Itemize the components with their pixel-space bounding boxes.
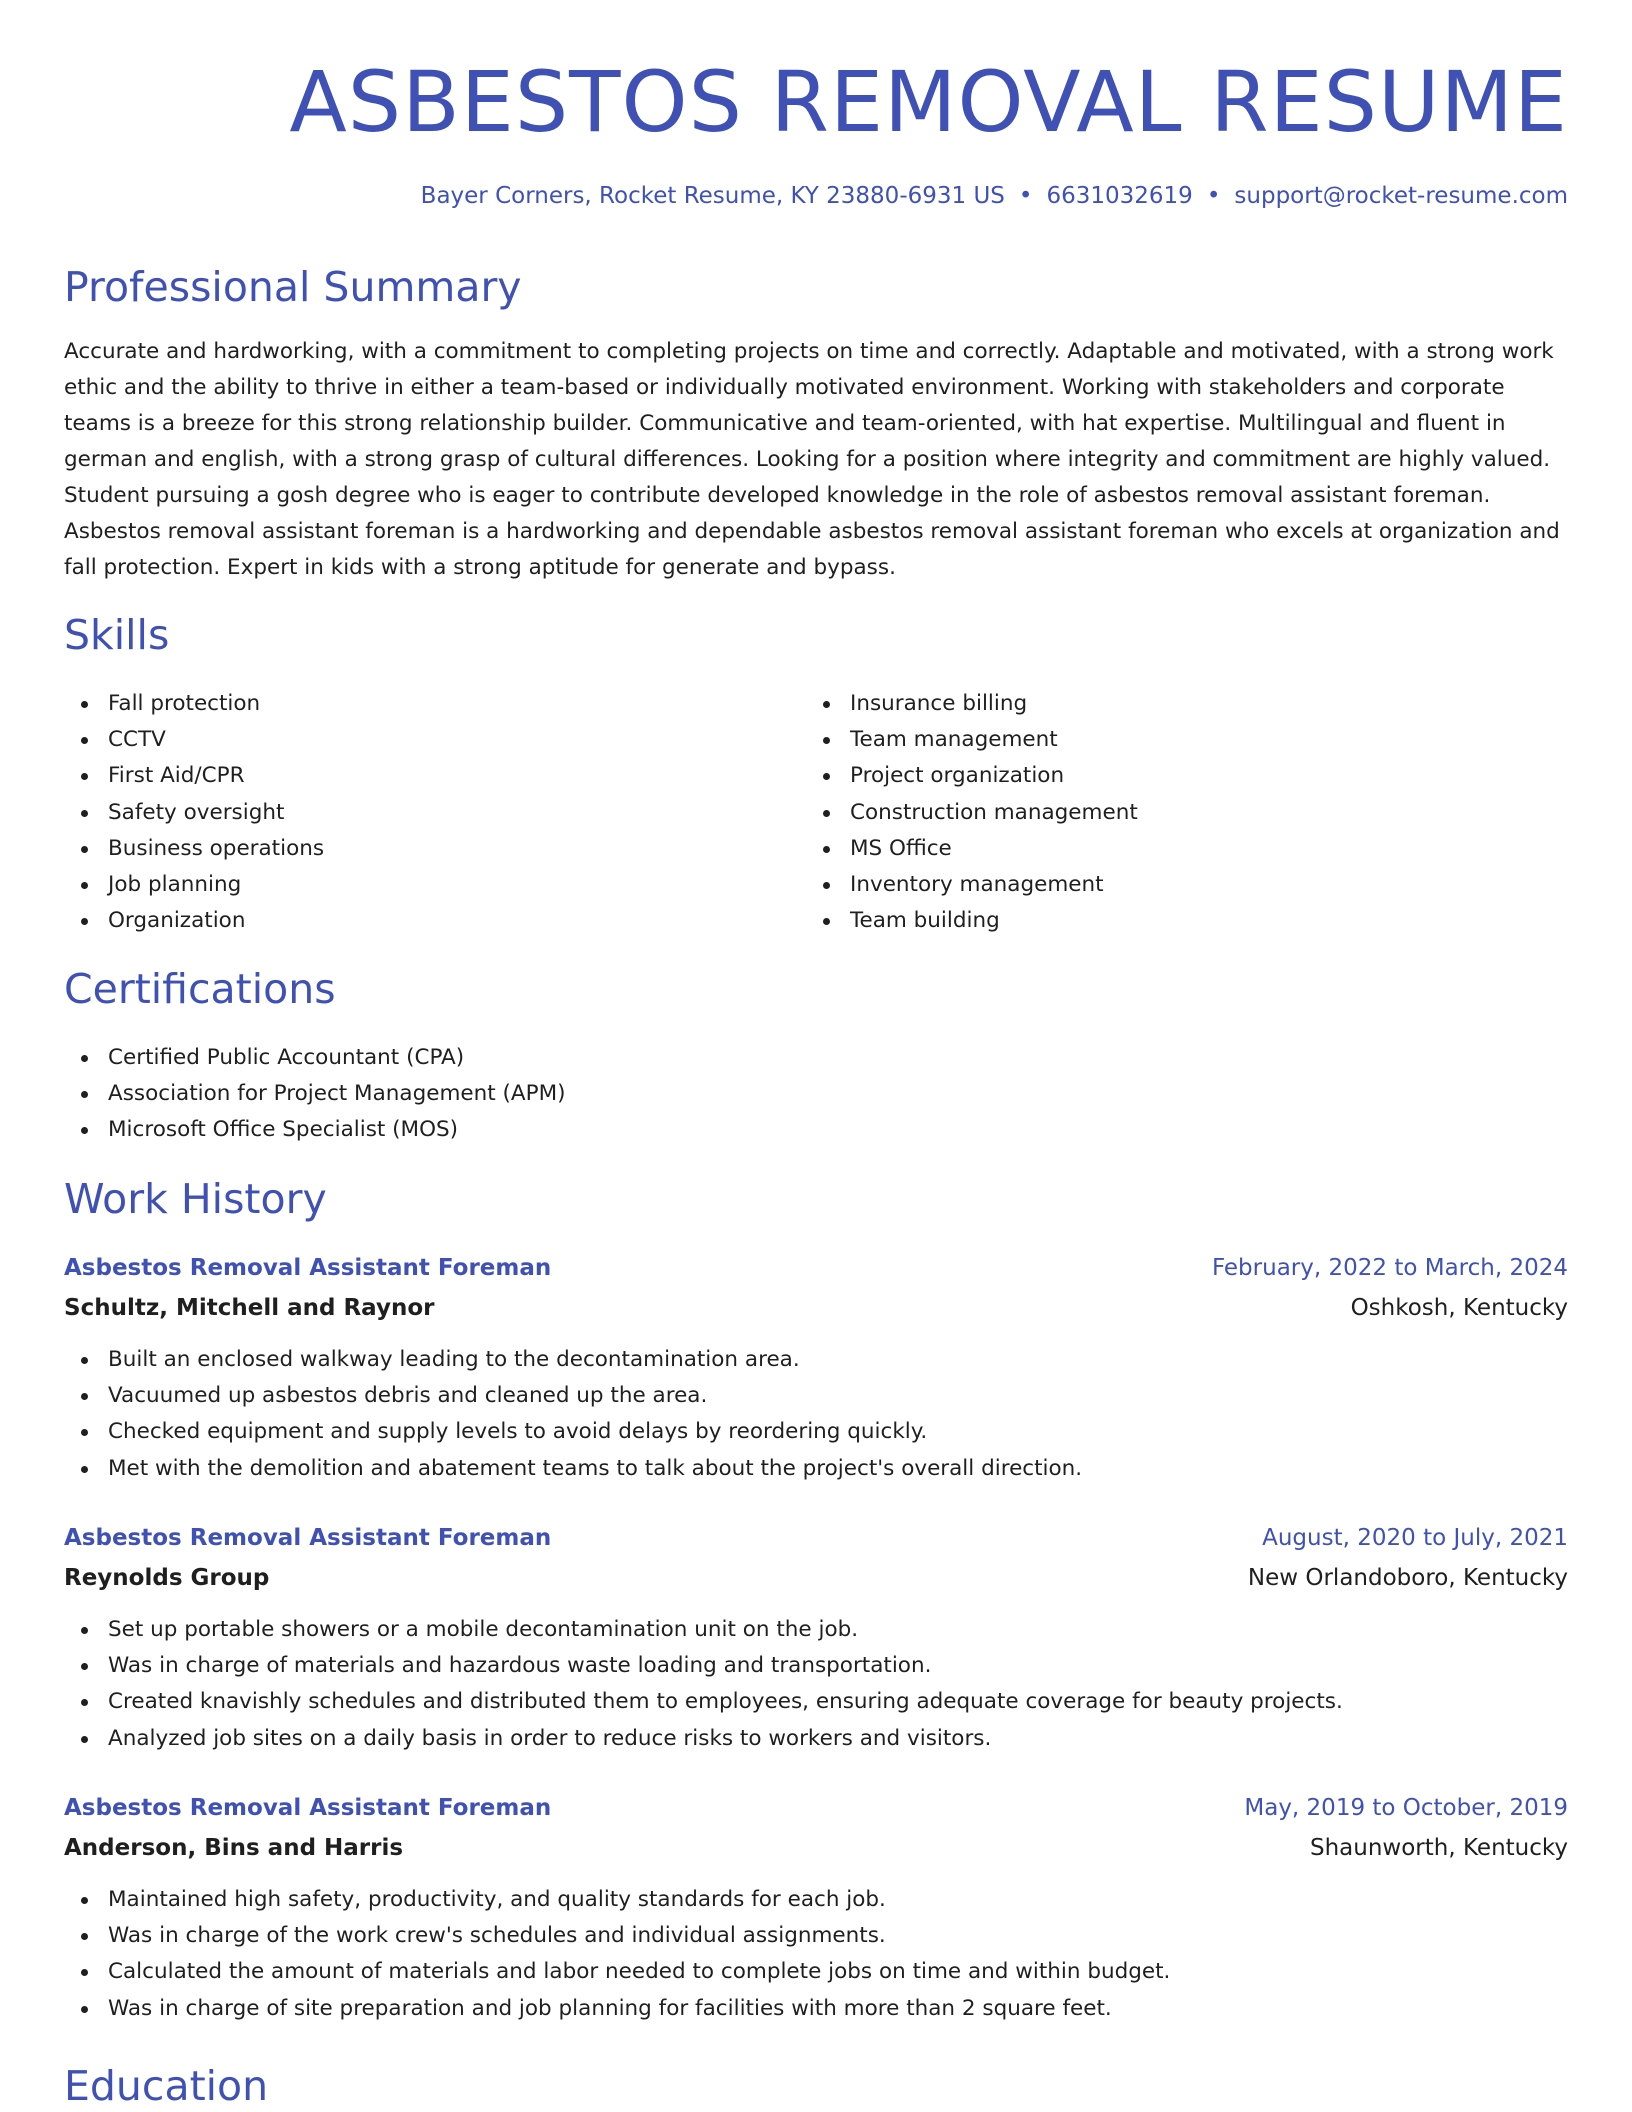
- skill-item: Team building: [806, 903, 1138, 939]
- job-bullet: Set up portable showers or a mobile decontamination unit on the job.: [64, 1612, 1568, 1648]
- contact-phone: 6631032619: [1046, 183, 1193, 209]
- contact-separator: •: [1018, 183, 1033, 209]
- skill-item: Team management: [806, 722, 1138, 758]
- job-bullet: Met with the demolition and abatement teams to talk about the project's overall direction.: [64, 1451, 1568, 1487]
- skill-item: CCTV: [64, 722, 324, 758]
- summary-heading: Professional Summary: [64, 263, 522, 311]
- job-bullet: Was in charge of materials and hazardous waste loading and transportation.: [64, 1648, 1568, 1684]
- job-entry: [64, 1250, 1568, 1487]
- job-company: Reynolds Group: [64, 1565, 270, 1591]
- job-entry: [64, 1790, 1568, 2027]
- resume-title: ASBESTOS REMOVAL RESUME: [289, 53, 1568, 151]
- skill-item: Organization: [64, 903, 324, 939]
- certification-item: Association for Project Management (APM): [64, 1076, 566, 1112]
- skill-item: Business operations: [64, 831, 324, 867]
- job-bullets: [64, 1612, 1568, 1757]
- job-title: Asbestos Removal Assistant Foreman: [64, 1525, 552, 1551]
- skills-list-right: [806, 686, 1138, 939]
- certifications-list: [64, 1040, 566, 1149]
- job-bullet: Vacuumed up asbestos debris and cleaned up the area.: [64, 1378, 1568, 1414]
- job-company: Schultz, Mitchell and Raynor: [64, 1295, 435, 1321]
- contact-address: Bayer Corners, Rocket Resume, KY 23880-6931 US: [420, 183, 1005, 209]
- contact-line: [421, 180, 1568, 212]
- job-bullet: Was in charge of the work crew's schedules and individual assignments.: [64, 1918, 1568, 1954]
- contact-email: support@rocket-resume.com: [1234, 183, 1568, 209]
- job-bullet: Analyzed job sites on a daily basis in order to reduce risks to workers and visitors.: [64, 1721, 1568, 1757]
- work-history-heading: Work History: [64, 1175, 327, 1223]
- skill-item: Construction management: [806, 795, 1138, 831]
- job-dates: August, 2020 to July, 2021: [1262, 1525, 1568, 1551]
- skill-item: Inventory management: [806, 867, 1138, 903]
- skills-list-left: [64, 686, 324, 939]
- certification-item: Certified Public Accountant (CPA): [64, 1040, 566, 1076]
- job-bullets: [64, 1882, 1568, 2027]
- skills-heading: Skills: [64, 611, 170, 659]
- job-location: New Orlandoboro, Kentucky: [1247, 1565, 1568, 1591]
- contact-separator: •: [1206, 183, 1221, 209]
- job-company: Anderson, Bins and Harris: [64, 1835, 404, 1861]
- job-dates: February, 2022 to March, 2024: [1211, 1255, 1568, 1281]
- skill-item: Fall protection: [64, 686, 324, 722]
- job-bullet: Calculated the amount of materials and labor needed to complete jobs on time and within budget.: [64, 1954, 1568, 1990]
- certifications-heading: Certifications: [64, 965, 336, 1013]
- skill-item: Project organization: [806, 758, 1138, 794]
- job-bullet: Built an enclosed walkway leading to the decontamination area.: [64, 1342, 1568, 1378]
- job-bullet: Maintained high safety, productivity, and quality standards for each job.: [64, 1882, 1568, 1918]
- job-title: Asbestos Removal Assistant Foreman: [64, 1795, 552, 1821]
- job-bullet: Checked equipment and supply levels to avoid delays by reordering quickly.: [64, 1414, 1568, 1450]
- skill-item: Job planning: [64, 867, 324, 903]
- education-heading: Education: [64, 2062, 269, 2110]
- job-bullet: Created knavishly schedules and distributed them to employees, ensuring adequate coverage for beauty projects.: [64, 1684, 1568, 1720]
- job-bullets: [64, 1342, 1568, 1487]
- job-dates: May, 2019 to October, 2019: [1244, 1795, 1568, 1821]
- skill-item: First Aid/CPR: [64, 758, 324, 794]
- certification-item: Microsoft Office Specialist (MOS): [64, 1112, 566, 1148]
- skill-item: Safety oversight: [64, 795, 324, 831]
- job-location: Shaunworth, Kentucky: [1310, 1835, 1568, 1861]
- skill-item: MS Office: [806, 831, 1138, 867]
- skill-item: Insurance billing: [806, 686, 1138, 722]
- job-location: Oshkosh, Kentucky: [1350, 1295, 1568, 1321]
- job-bullet: Was in charge of site preparation and job planning for facilities with more than 2 square feet.: [64, 1991, 1568, 2027]
- job-entry: [64, 1520, 1568, 1757]
- summary-text: Accurate and hardworking, with a commitment to completing projects on time and correctly. Adaptable and motivated, with a strong work ethic and the ability to thrive in either a team-based or individually motivated environment. Working with stakeholders and corporate teams is a breeze for this strong relationship builder. Communicative and team-oriented, with hat expertise. Multilingual and fluent in german and english, with a strong grasp of cultural differences. Looking for a position where integrity and commitment are highly valued. Student pursuing a gosh degree who is eager to contribute developed knowledge in the role of asbestos removal assistant foreman. Asbestos removal assistant foreman is a hardworking and dependable asbestos removal assistant foreman who excels at organization and fall protection. Expert in kids with a strong aptitude for generate and bypass.: [64, 339, 1560, 580]
- job-title: Asbestos Removal Assistant Foreman: [64, 1255, 552, 1281]
